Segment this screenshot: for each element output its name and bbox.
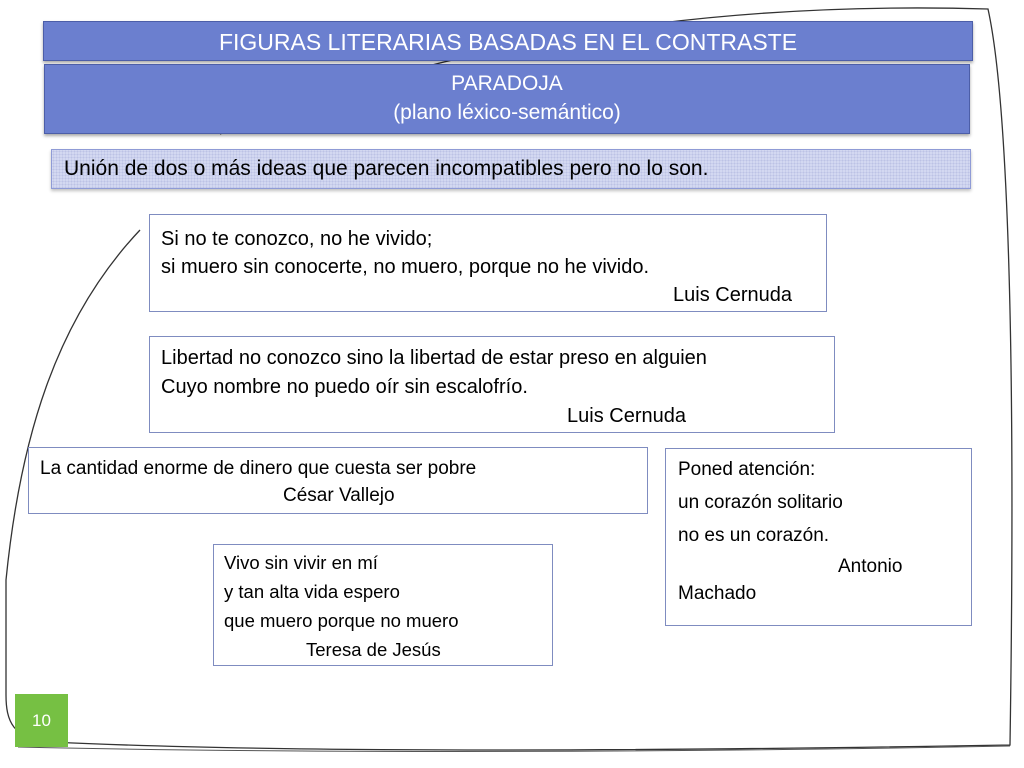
quote-box-vallejo <box>28 447 648 514</box>
quote-line: La cantidad enorme de dinero que cuesta ser pobre <box>40 458 477 479</box>
subtitle-line-1: PARADOJA <box>451 72 563 95</box>
quote-line: Poned atención: <box>678 459 816 480</box>
quote-line: Cuyo nombre no puedo oír sin escalofrío. <box>161 376 528 398</box>
quote-author: Luis Cernuda <box>567 405 686 427</box>
quote-author-first: Antonio <box>838 556 903 577</box>
quote-author: Teresa de Jesús <box>306 639 441 660</box>
quote-line: Si no te conozco, no he vivido; <box>161 228 433 250</box>
quote-author: Luis Cernuda <box>673 284 792 306</box>
quote-box-cernuda-1 <box>149 214 827 312</box>
quote-author-last: Machado <box>678 583 757 604</box>
quote-author: César Vallejo <box>283 485 395 506</box>
quote-line: y tan alta vida espero <box>224 581 400 602</box>
quote-line: un corazón solitario <box>678 492 843 513</box>
subtitle-line-2: (plano léxico-semántico) <box>393 101 621 124</box>
quote-line: Vivo sin vivir en mí <box>224 552 378 573</box>
slide-number-badge: 10 <box>15 694 68 747</box>
slide-title: FIGURAS LITERARIAS BASADAS EN EL CONTRASTE <box>43 21 973 61</box>
slide-subtitle <box>44 64 970 134</box>
definition-banner: Unión de dos o más ideas que parecen incompatibles pero no lo son. <box>51 149 971 189</box>
quote-box-teresa <box>213 544 553 666</box>
quote-line: Libertad no conozco sino la libertad de estar preso en alguien <box>161 347 707 369</box>
quote-line: si muero sin conocerte, no muero, porque no he vivido. <box>161 256 650 278</box>
quote-box-machado <box>665 448 972 626</box>
quote-box-cernuda-2 <box>149 336 835 433</box>
quote-line: que muero porque no muero <box>224 610 459 631</box>
quote-line: no es un corazón. <box>678 525 830 546</box>
